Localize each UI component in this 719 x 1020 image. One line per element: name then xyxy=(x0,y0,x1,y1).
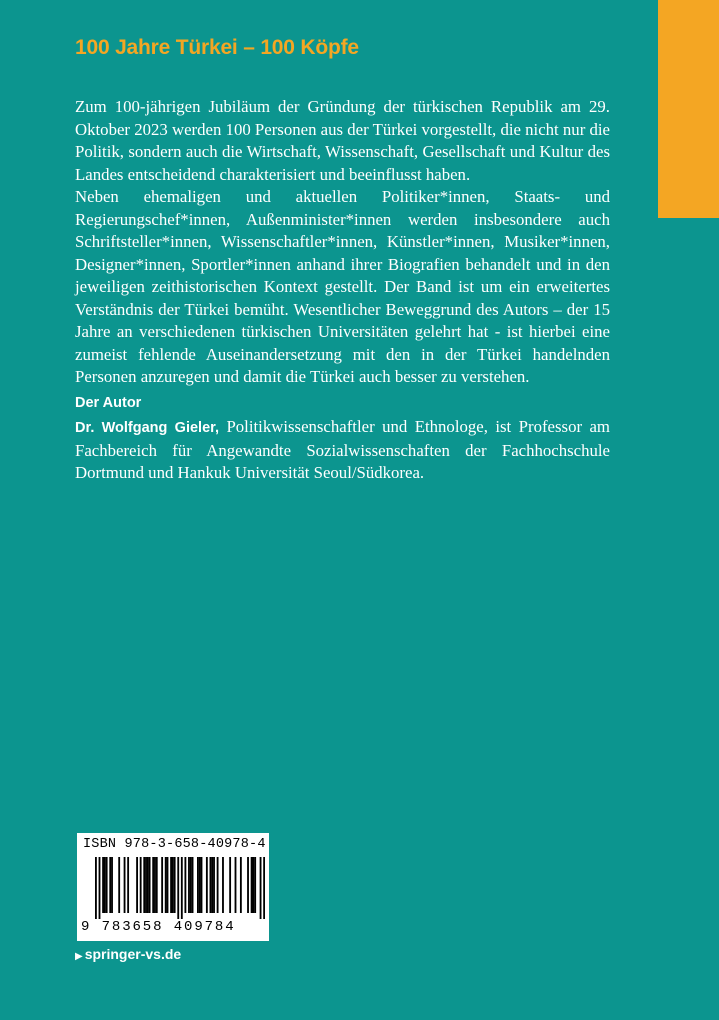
orange-accent-tab xyxy=(658,0,719,218)
barcode-bar xyxy=(106,857,108,913)
barcode-bar xyxy=(188,857,190,913)
barcode-bar xyxy=(118,857,120,913)
description-paragraph-1: Zum 100-jährigen Jubiläum der Gründung der türkischen Republik am 29. Oktober 2023 werden 100 Personen aus der Türkei vorgestellt, die nicht nur die Politik, sondern auch die Wirtschaft, Wissenschaft, Gesellschaft und Kultur des Landes entscheidend charakterisiert und beeinflusst haben. xyxy=(75,97,610,184)
triangle-right-icon: ▶ xyxy=(75,951,83,962)
author-heading: Der Autor xyxy=(75,395,142,411)
description xyxy=(75,96,610,389)
barcode-bar xyxy=(240,857,242,913)
barcode-bar xyxy=(254,857,256,913)
barcode-bar xyxy=(213,857,215,913)
barcode-bar xyxy=(145,857,147,913)
barcode-bar xyxy=(136,857,138,913)
barcode-bar xyxy=(172,857,174,913)
barcode-bar xyxy=(95,857,97,919)
barcode-bar xyxy=(192,857,194,913)
author-name: Dr. Wolfgang Gieler, xyxy=(75,420,220,436)
book-title: 100 Jahre Türkei – 100 Köpfe xyxy=(75,36,359,59)
barcode-bar xyxy=(235,857,237,913)
barcode-bar xyxy=(127,857,129,913)
barcode-bar xyxy=(177,857,179,919)
barcode-bar xyxy=(174,857,176,913)
barcode-bar xyxy=(149,857,151,913)
isbn-barcode xyxy=(77,833,269,941)
barcode-bar xyxy=(206,857,208,913)
barcode-bar xyxy=(99,857,101,919)
barcode-bar xyxy=(190,857,192,913)
barcode-bar xyxy=(199,857,201,913)
barcode-bar xyxy=(252,857,254,913)
barcode-bar xyxy=(170,857,172,913)
publisher-website[interactable] xyxy=(75,946,181,962)
barcode-bar xyxy=(251,857,253,913)
barcode-bar xyxy=(140,857,142,913)
barcode-bar xyxy=(197,857,199,913)
barcode-bar xyxy=(152,857,154,913)
barcode-bar xyxy=(156,857,158,913)
barcode-bar xyxy=(210,857,212,913)
barcode-bar xyxy=(147,857,149,913)
barcode-bar xyxy=(260,857,262,919)
barcode-bar xyxy=(124,857,126,913)
author-bio xyxy=(75,416,610,485)
ean-digits: 9 783658 409784 xyxy=(81,919,236,935)
barcode-bar xyxy=(109,857,111,913)
barcode-bar xyxy=(229,857,231,913)
barcode-bar xyxy=(184,857,186,913)
website-label: springer-vs.de xyxy=(84,946,182,962)
description-paragraph-2: Neben ehemaligen und aktuellen Politiker*innen, Staats- und Regierungschef*innen, Außenminister*innen werden insbesondere auch Schriftsteller*innen, Wissenschaftler*innen, Künstler*innen, Musiker*innen, Designer*innen, Sportler*innen anhand ihrer Biografien behandelt und in den jeweiligen zeithistorischen Kontext gestellt. Der Band ist um ein erweitertes Verständnis der Türkei bemüht. Wesentlicher Beweggrund des Autors – der 15 Jahre an verschiedenen türkischen Universitäten gelehrt hat - ist hierbei eine zumeist fehlende Auseinandersetzung mit den in der Türkei handelnden Personen anzuregen und damit die Türkei auch besser zu verstehen. xyxy=(75,187,610,386)
barcode-bar xyxy=(143,857,145,913)
isbn-label: ISBN 978-3-658-40978-4 xyxy=(83,837,266,852)
barcode-bar xyxy=(161,857,163,913)
barcode-bar xyxy=(167,857,169,913)
barcode-bar xyxy=(263,857,265,919)
barcode-bar xyxy=(181,857,183,919)
barcode-bar xyxy=(217,857,219,913)
barcode-bar xyxy=(165,857,167,913)
barcode-bar xyxy=(104,857,106,913)
barcode-bars xyxy=(95,857,265,919)
barcode-bar xyxy=(111,857,113,913)
author-bio-text: Politikwissenschaftler und Ethnologe, ist Professor am Fachbereich für Angewandte Sozialwissenschaften der Fachhochschule Dortmund und Hankuk Universität Seoul/Südkorea. xyxy=(75,417,610,482)
barcode-bar xyxy=(102,857,104,913)
barcode-bar xyxy=(247,857,249,913)
barcode-bar xyxy=(222,857,224,913)
barcode-bar xyxy=(211,857,213,913)
barcode-bar xyxy=(201,857,203,913)
barcode-bar xyxy=(154,857,156,913)
